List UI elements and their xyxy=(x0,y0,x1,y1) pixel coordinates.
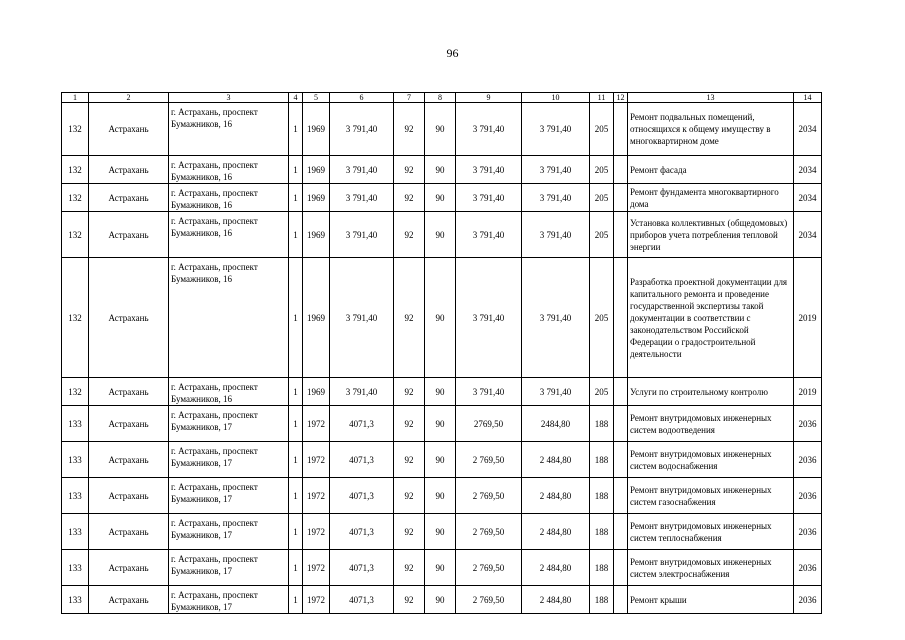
capital-repair-table xyxy=(61,92,822,614)
col7-value: 92 xyxy=(394,586,425,614)
planned-year: 2019 xyxy=(794,378,822,406)
col12-value xyxy=(614,258,628,378)
year-built: 1969 xyxy=(303,378,330,406)
header-cell: 4 xyxy=(289,93,303,103)
floors-cell: 1 xyxy=(289,378,303,406)
row-number: 133 xyxy=(62,406,89,442)
col9-value: 2769,50 xyxy=(456,406,522,442)
row-number: 132 xyxy=(62,258,89,378)
col10-value: 3 791,40 xyxy=(522,258,590,378)
col7-value: 92 xyxy=(394,478,425,514)
planned-year: 2034 xyxy=(794,212,822,258)
total-area: 4071,3 xyxy=(330,514,394,550)
year-built: 1972 xyxy=(303,406,330,442)
residents-count: 205 xyxy=(590,184,614,212)
row-number: 133 xyxy=(62,442,89,478)
city: Астрахань xyxy=(89,378,169,406)
floors-cell: 1 xyxy=(289,258,303,378)
col12-value xyxy=(614,103,628,156)
residents-count: 205 xyxy=(590,212,614,258)
residents-count: 188 xyxy=(590,514,614,550)
year-built: 1969 xyxy=(303,212,330,258)
col8-value: 90 xyxy=(425,478,456,514)
work-type: Ремонт подвальных помещений, относящихся к общему имуществу в многоквартирном доме xyxy=(628,103,794,156)
col8-value: 90 xyxy=(425,258,456,378)
work-type: Ремонт внутридомовых инженерных систем водоснабжения xyxy=(628,442,794,478)
header-cell: 12 xyxy=(614,93,628,103)
residents-count: 205 xyxy=(590,103,614,156)
table-row xyxy=(62,156,822,184)
work-type: Ремонт внутридомовых инженерных систем теплоснабжения xyxy=(628,514,794,550)
col12-value xyxy=(614,478,628,514)
col7-value: 92 xyxy=(394,258,425,378)
row-number: 133 xyxy=(62,550,89,586)
year-built: 1972 xyxy=(303,442,330,478)
floors-cell: 1 xyxy=(289,184,303,212)
col9-value: 2 769,50 xyxy=(456,514,522,550)
work-type: Ремонт внутридомовых инженерных систем газоснабжения xyxy=(628,478,794,514)
col8-value: 90 xyxy=(425,586,456,614)
col12-value xyxy=(614,550,628,586)
address: г. Астрахань, проспект Бумажников, 17 xyxy=(169,514,289,550)
total-area: 3 791,40 xyxy=(330,184,394,212)
work-type: Ремонт внутридомовых инженерных систем водоотведения xyxy=(628,406,794,442)
table-row xyxy=(62,406,822,442)
col12-value xyxy=(614,406,628,442)
address: г. Астрахань, проспект Бумажников, 17 xyxy=(169,550,289,586)
planned-year: 2036 xyxy=(794,442,822,478)
floors-cell: 1 xyxy=(289,212,303,258)
year-built: 1972 xyxy=(303,550,330,586)
header-cell: 8 xyxy=(425,93,456,103)
table-row xyxy=(62,514,822,550)
col8-value: 90 xyxy=(425,442,456,478)
work-type: Ремонт фундамента многоквартирного дома xyxy=(628,184,794,212)
column-number-row xyxy=(62,93,822,103)
total-area: 4071,3 xyxy=(330,478,394,514)
city: Астрахань xyxy=(89,258,169,378)
residents-count: 188 xyxy=(590,406,614,442)
col10-value: 3 791,40 xyxy=(522,156,590,184)
total-area: 3 791,40 xyxy=(330,103,394,156)
col10-value: 2 484,80 xyxy=(522,550,590,586)
planned-year: 2036 xyxy=(794,514,822,550)
work-type: Разработка проектной документации для капитального ремонта и проведение государственной экспертизы такой документации в соответствии с законодательством Российской Федерации о градостроительной деятельности xyxy=(628,258,794,378)
col9-value: 2 769,50 xyxy=(456,550,522,586)
year-built: 1969 xyxy=(303,184,330,212)
col8-value: 90 xyxy=(425,184,456,212)
col7-value: 92 xyxy=(394,442,425,478)
residents-count: 205 xyxy=(590,258,614,378)
header-cell: 3 xyxy=(169,93,289,103)
col10-value: 2 484,80 xyxy=(522,514,590,550)
planned-year: 2034 xyxy=(794,184,822,212)
col9-value: 3 791,40 xyxy=(456,156,522,184)
header-cell: 14 xyxy=(794,93,822,103)
total-area: 4071,3 xyxy=(330,406,394,442)
col10-value: 3 791,40 xyxy=(522,184,590,212)
address: г. Астрахань, проспект Бумажников, 16 xyxy=(169,184,289,212)
total-area: 4071,3 xyxy=(330,442,394,478)
year-built: 1972 xyxy=(303,478,330,514)
city: Астрахань xyxy=(89,550,169,586)
city: Астрахань xyxy=(89,442,169,478)
residents-count: 205 xyxy=(590,378,614,406)
col10-value: 2484,80 xyxy=(522,406,590,442)
col7-value: 92 xyxy=(394,156,425,184)
city: Астрахань xyxy=(89,184,169,212)
col7-value: 92 xyxy=(394,406,425,442)
col8-value: 90 xyxy=(425,550,456,586)
col8-value: 90 xyxy=(425,378,456,406)
city: Астрахань xyxy=(89,406,169,442)
table-row xyxy=(62,478,822,514)
city: Астрахань xyxy=(89,156,169,184)
header-cell: 6 xyxy=(330,93,394,103)
col9-value: 3 791,40 xyxy=(456,378,522,406)
year-built: 1972 xyxy=(303,514,330,550)
year-built: 1969 xyxy=(303,103,330,156)
total-area: 3 791,40 xyxy=(330,212,394,258)
row-number: 132 xyxy=(62,103,89,156)
planned-year: 2034 xyxy=(794,103,822,156)
floors-cell: 1 xyxy=(289,406,303,442)
header-cell: 13 xyxy=(628,93,794,103)
row-number: 132 xyxy=(62,156,89,184)
col8-value: 90 xyxy=(425,514,456,550)
row-number: 133 xyxy=(62,514,89,550)
planned-year: 2036 xyxy=(794,550,822,586)
col12-value xyxy=(614,514,628,550)
work-type: Услуги по строительному контролю xyxy=(628,378,794,406)
col9-value: 3 791,40 xyxy=(456,258,522,378)
address: г. Астрахань, проспект Бумажников, 16 xyxy=(169,378,289,406)
floors-cell: 1 xyxy=(289,586,303,614)
residents-count: 205 xyxy=(590,156,614,184)
col7-value: 92 xyxy=(394,184,425,212)
col12-value xyxy=(614,212,628,258)
col7-value: 92 xyxy=(394,103,425,156)
col8-value: 90 xyxy=(425,406,456,442)
col10-value: 2 484,80 xyxy=(522,442,590,478)
residents-count: 188 xyxy=(590,442,614,478)
col7-value: 92 xyxy=(394,212,425,258)
col12-value xyxy=(614,442,628,478)
total-area: 3 791,40 xyxy=(330,156,394,184)
row-number: 132 xyxy=(62,378,89,406)
address: г. Астрахань, проспект Бумажников, 16 xyxy=(169,258,289,378)
col8-value: 90 xyxy=(425,103,456,156)
col8-value: 90 xyxy=(425,156,456,184)
total-area: 3 791,40 xyxy=(330,378,394,406)
header-cell: 7 xyxy=(394,93,425,103)
col7-value: 92 xyxy=(394,378,425,406)
floors-cell: 1 xyxy=(289,156,303,184)
floors-cell: 1 xyxy=(289,478,303,514)
residents-count: 188 xyxy=(590,478,614,514)
col10-value: 3 791,40 xyxy=(522,103,590,156)
col7-value: 92 xyxy=(394,514,425,550)
table-row xyxy=(62,442,822,478)
work-type: Ремонт крыши xyxy=(628,586,794,614)
year-built: 1969 xyxy=(303,156,330,184)
header-cell: 1 xyxy=(62,93,89,103)
row-number: 132 xyxy=(62,184,89,212)
city: Астрахань xyxy=(89,586,169,614)
col12-value xyxy=(614,156,628,184)
year-built: 1969 xyxy=(303,258,330,378)
header-cell: 5 xyxy=(303,93,330,103)
table-row xyxy=(62,258,822,378)
floors-cell: 1 xyxy=(289,514,303,550)
col9-value: 2 769,50 xyxy=(456,586,522,614)
planned-year: 2034 xyxy=(794,156,822,184)
planned-year: 2019 xyxy=(794,258,822,378)
city: Астрахань xyxy=(89,514,169,550)
table-row xyxy=(62,212,822,258)
planned-year: 2036 xyxy=(794,586,822,614)
col9-value: 2 769,50 xyxy=(456,442,522,478)
work-type: Ремонт фасада xyxy=(628,156,794,184)
col12-value xyxy=(614,586,628,614)
row-number: 132 xyxy=(62,212,89,258)
col8-value: 90 xyxy=(425,212,456,258)
address: г. Астрахань, проспект Бумажников, 17 xyxy=(169,586,289,614)
city: Астрахань xyxy=(89,103,169,156)
table-row xyxy=(62,103,822,156)
col12-value xyxy=(614,378,628,406)
header-cell: 9 xyxy=(456,93,522,103)
row-number: 133 xyxy=(62,586,89,614)
table-row xyxy=(62,586,822,614)
table-row xyxy=(62,550,822,586)
city: Астрахань xyxy=(89,478,169,514)
planned-year: 2036 xyxy=(794,478,822,514)
header-cell: 11 xyxy=(590,93,614,103)
year-built: 1972 xyxy=(303,586,330,614)
col9-value: 3 791,40 xyxy=(456,184,522,212)
city: Астрахань xyxy=(89,212,169,258)
floors-cell: 1 xyxy=(289,550,303,586)
address: г. Астрахань, проспект Бумажников, 16 xyxy=(169,103,289,156)
floors-cell: 1 xyxy=(289,442,303,478)
residents-count: 188 xyxy=(590,586,614,614)
table-row xyxy=(62,184,822,212)
planned-year: 2036 xyxy=(794,406,822,442)
address: г. Астрахань, проспект Бумажников, 17 xyxy=(169,478,289,514)
header-cell: 10 xyxy=(522,93,590,103)
header-cell: 2 xyxy=(89,93,169,103)
address: г. Астрахань, проспект Бумажников, 17 xyxy=(169,442,289,478)
col12-value xyxy=(614,184,628,212)
col10-value: 3 791,40 xyxy=(522,212,590,258)
col9-value: 3 791,40 xyxy=(456,103,522,156)
total-area: 3 791,40 xyxy=(330,258,394,378)
row-number: 133 xyxy=(62,478,89,514)
work-type: Установка коллективных (общедомовых) приборов учета потребления тепловой энергии xyxy=(628,212,794,258)
total-area: 4071,3 xyxy=(330,586,394,614)
col10-value: 2 484,80 xyxy=(522,586,590,614)
work-type: Ремонт внутридомовых инженерных систем электроснабжения xyxy=(628,550,794,586)
address: г. Астрахань, проспект Бумажников, 16 xyxy=(169,212,289,258)
table-row xyxy=(62,378,822,406)
col10-value: 2 484,80 xyxy=(522,478,590,514)
address: г. Астрахань, проспект Бумажников, 16 xyxy=(169,156,289,184)
address: г. Астрахань, проспект Бумажников, 17 xyxy=(169,406,289,442)
page-number: 96 xyxy=(446,46,459,60)
total-area: 4071,3 xyxy=(330,550,394,586)
col9-value: 2 769,50 xyxy=(456,478,522,514)
floors-cell: 1 xyxy=(289,103,303,156)
residents-count: 188 xyxy=(590,550,614,586)
col7-value: 92 xyxy=(394,550,425,586)
col10-value: 3 791,40 xyxy=(522,378,590,406)
col9-value: 3 791,40 xyxy=(456,212,522,258)
